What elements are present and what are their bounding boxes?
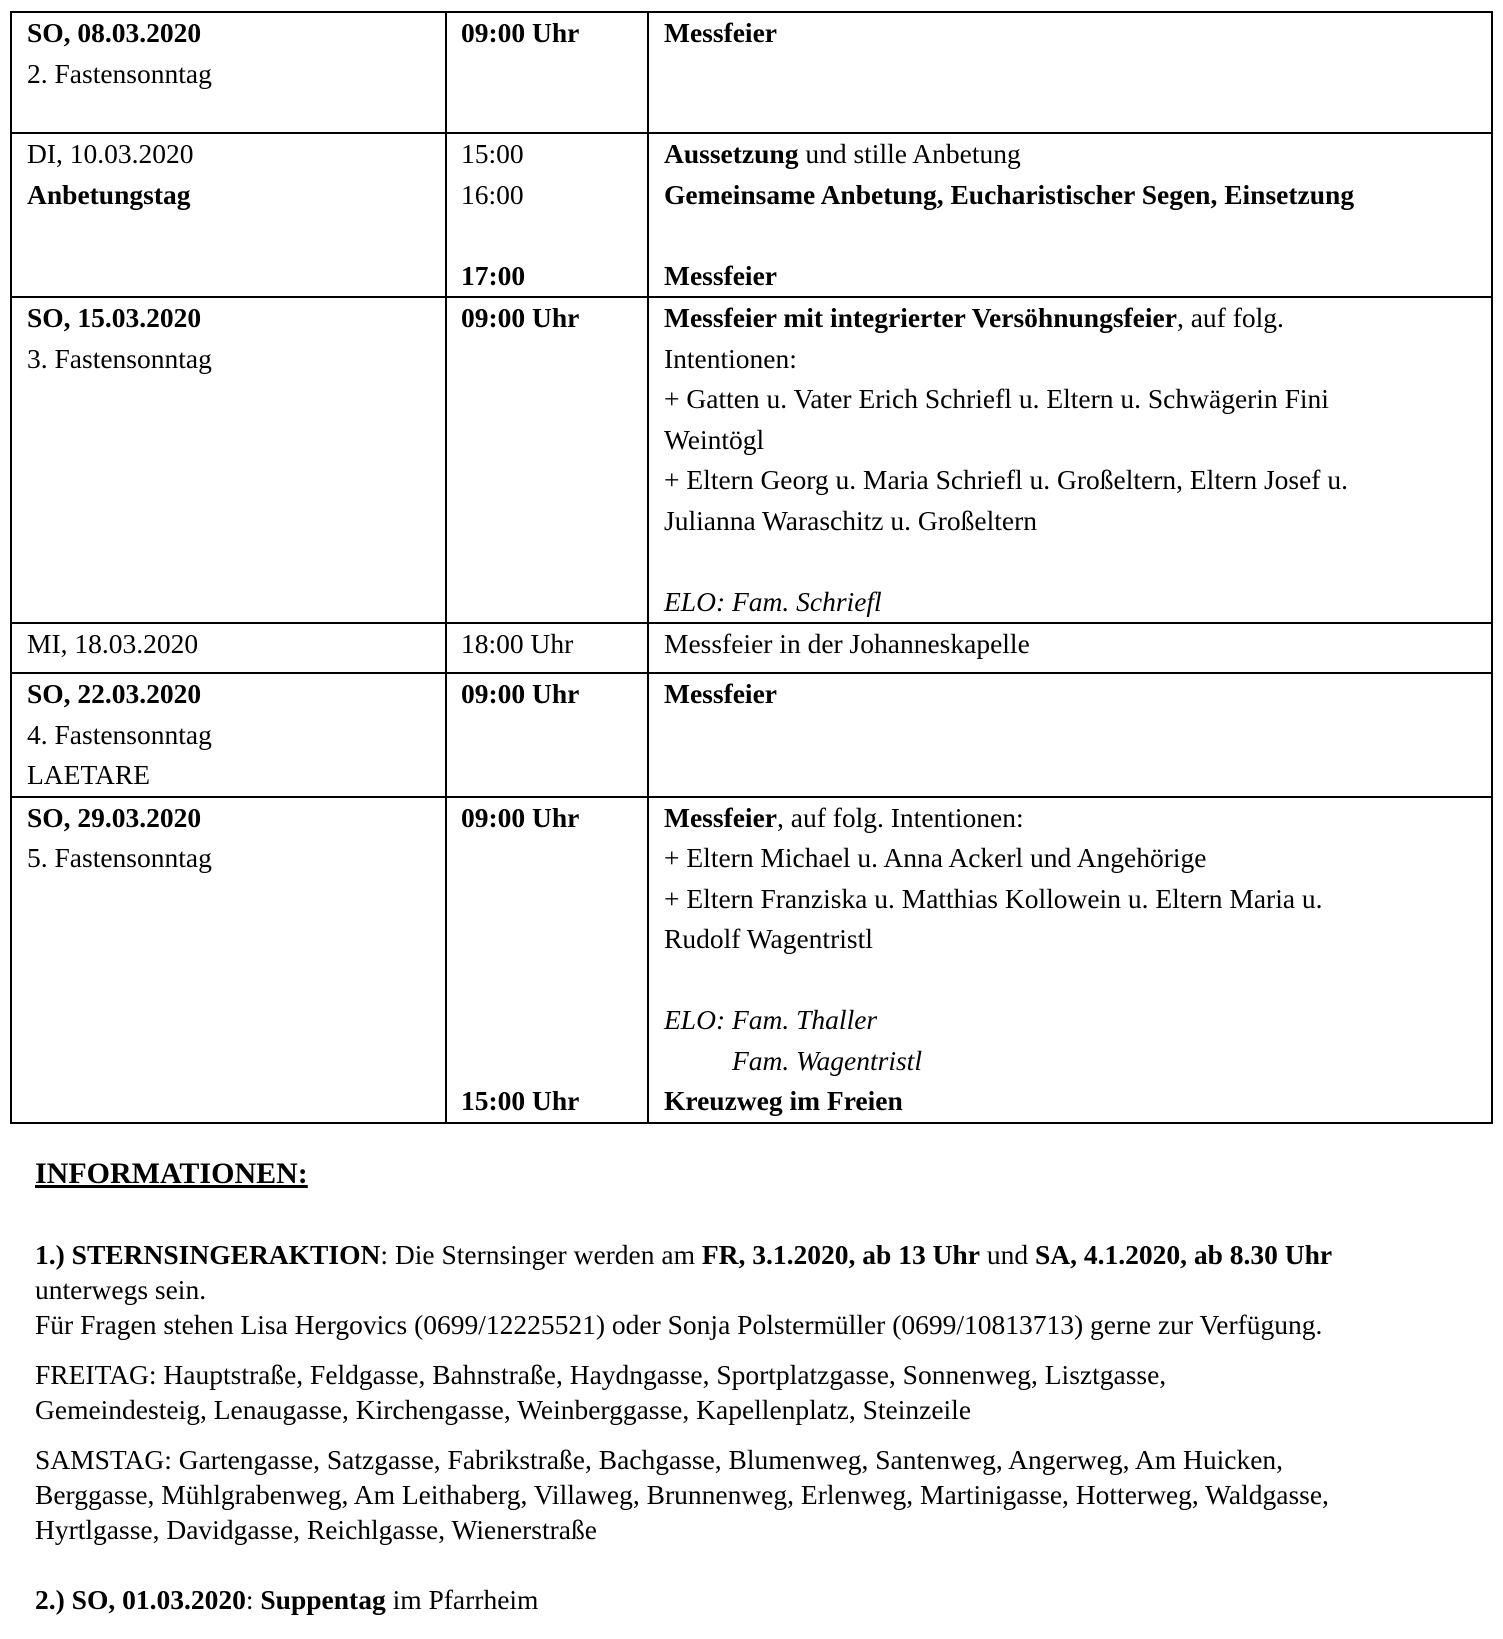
subtitle: 2. Fastensonntag [27,57,212,89]
time: 17:00 [461,259,526,291]
time-cell [446,797,648,1123]
samstag-streets: Berggasse, Mühlgrabenweg, Am Leithaberg, Villaweg, Brunnenweg, Erlenweg, Martinigasse, Hotterweg, Waldgasse, [35,1479,1329,1510]
table-row [11,12,1492,133]
date: MI, 18.03.2020 [27,628,199,659]
time-cell [446,12,648,133]
date-cell [11,133,446,297]
time: 16:00 [461,178,524,210]
samstag-streets: SAMSTAG: Gartengasse, Satzgasse, Fabrikstraße, Bachgasse, Blumenweg, Santenweg, Angerweg, Am Huicken, [35,1444,1284,1475]
table-row [11,623,1492,673]
time-cell [446,297,648,623]
intention-line: Rudolf Wagentristl [664,923,873,954]
info-heading: INFORMATIONEN: [35,1157,308,1190]
date: SO, 29.03.2020 [27,801,202,833]
event-line: Messfeier mit integrierter Versöhnungsfeier, auf folg. [664,302,1284,333]
date: SO, 22.03.2020 [27,678,202,709]
date-cell [11,797,446,1123]
time-cell [446,623,648,673]
subtitle: Anbetungstag [27,178,191,210]
table-row [11,673,1492,797]
event-line: Aussetzung und stille Anbetung [664,138,1021,169]
event-cell [648,797,1492,1123]
event: Messfeier [664,17,777,48]
event-line: Gemeinsame Anbetung, Eucharistischer Segen, Einsetzung [664,178,1355,210]
time: 09:00 Uhr [461,678,580,709]
info-item-1-line-2: unterwegs sein. [35,1274,207,1305]
elo-note: Fam. Wagentristl [732,1044,922,1076]
event: Messfeier [664,678,777,709]
subtitle: 5. Fastensonntag [27,842,212,873]
elo-note: ELO: Fam. Schriefl [664,585,882,617]
time: 18:00 Uhr [461,628,574,659]
event-cell [648,12,1492,133]
time: 09:00 Uhr [461,801,580,833]
event-cell [648,297,1492,623]
time: 15:00 [461,138,524,169]
intention-line: + Eltern Michael u. Anna Ackerl und Angehörige [664,842,1207,873]
date: SO, 15.03.2020 [27,302,202,333]
time-cell [446,133,648,297]
info-item-2: 2.) SO, 01.03.2020: Suppentag im Pfarrheim [35,1584,539,1615]
intention-line: Weintögl [664,423,765,455]
intention-line: Intentionen: [664,342,797,374]
event-line: Kreuzweg im Freien [664,1085,903,1116]
time-cell [446,673,648,797]
date-cell [11,297,446,623]
event-cell [648,133,1492,297]
intention-line: + Gatten u. Vater Erich Schriefl u. Eltern u. Schwägerin Fini [664,383,1329,414]
date: DI, 10.03.2020 [27,138,194,169]
event: Messfeier in der Johanneskapelle [664,628,1030,659]
info-item-1-contact: Für Fragen stehen Lisa Hergovics (0699/12225521) oder Sonja Polstermüller (0699/10813713) gerne zur Verfügung. [35,1309,1323,1340]
event-line: Messfeier [664,259,777,291]
intention-line: + Eltern Georg u. Maria Schriefl u. Großeltern, Eltern Josef u. [664,464,1348,495]
date: SO, 08.03.2020 [27,17,202,48]
samstag-streets: Hyrtlgasse, Davidgasse, Reichlgasse, Wienerstraße [35,1514,597,1545]
event-cell [648,623,1492,673]
intention-line: + Eltern Franziska u. Matthias Kollowein u. Eltern Maria u. [664,882,1323,914]
table-row [11,133,1492,297]
time: 15:00 Uhr [461,1085,580,1116]
freitag-streets: Gemeindesteig, Lenaugasse, Kirchengasse, Weinberggasse, Kapellenplatz, Steinzeile [35,1394,972,1425]
date-cell [11,623,446,673]
info-item-1-line-1: 1.) STERNSINGERAKTION: Die Sternsinger werden am FR, 3.1.2020, ab 13 Uhr und SA, 4.1.2020, ab 8.30 Uhr [35,1239,1333,1270]
table-row [11,297,1492,623]
date-cell [11,12,446,133]
subtitle: LAETARE [27,759,151,790]
subtitle: 4. Fastensonntag [27,718,212,750]
date-cell [11,673,446,797]
time: 09:00 Uhr [461,302,580,333]
subtitle: 3. Fastensonntag [27,342,212,374]
event-cell [648,673,1492,797]
intention-line: Julianna Waraschitz u. Großeltern [664,504,1037,536]
freitag-streets: FREITAG: Hauptstraße, Feldgasse, Bahnstraße, Haydngasse, Sportplatzgasse, Sonnenweg, Lisztgasse, [35,1359,1167,1390]
event-line: Messfeier, auf folg. Intentionen: [664,801,1024,833]
elo-note: ELO: Fam. Thaller [664,1004,878,1035]
time: 09:00 Uhr [461,17,580,48]
table-row [11,797,1492,1123]
schedule-table [10,11,1493,1124]
